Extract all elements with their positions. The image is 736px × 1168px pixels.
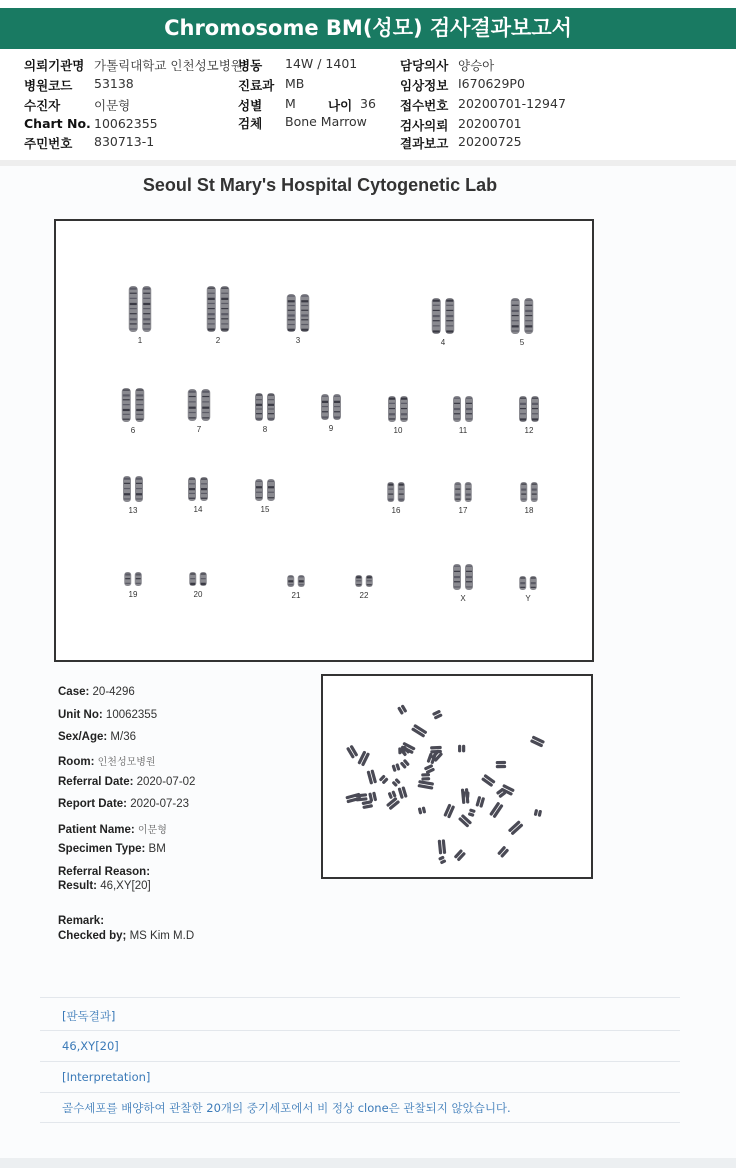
- age-label: 나이: [328, 98, 353, 113]
- interpretation-text: 골수세포를 배양하여 관찰한 20개의 중기세포에서 비 정상 clone은 관찰되지 않았습니다.: [62, 1101, 511, 1115]
- metaphase-chromosome: [458, 745, 465, 753]
- metaphase-chromosome: [443, 803, 455, 818]
- sex-label: 성별: [238, 98, 263, 113]
- chromosome-pair: [388, 396, 408, 422]
- clinical-label: 임상정보: [400, 78, 449, 93]
- chromosome-label: 10: [393, 426, 403, 435]
- metaphase-chromosome: [508, 820, 524, 835]
- chromosome-label: 20: [193, 590, 203, 599]
- chromosome-label: 5: [519, 338, 525, 347]
- report-date-row: [58, 798, 189, 810]
- metaphase-chromosome: [357, 750, 370, 766]
- metaphase-chromosome: [398, 786, 408, 799]
- chromosome-label: 9: [328, 424, 334, 433]
- chromosome-pair: [122, 388, 145, 422]
- metaphase-chromosome: [458, 814, 472, 828]
- metaphase-chromosome: [418, 806, 427, 814]
- chromosome-pair: [287, 575, 305, 587]
- divider: [40, 1122, 680, 1123]
- room-row: [58, 753, 156, 768]
- metaphase-chromosome: [497, 846, 509, 859]
- metaphase-chromosome: [475, 796, 485, 808]
- chromosome-pair: [123, 476, 143, 502]
- metaphase-chromosome: [397, 704, 407, 715]
- referral-reason-label: Referral Reason:: [58, 866, 151, 878]
- chromosome-label: 11: [458, 426, 468, 435]
- result-value: 46,XY[20]: [100, 880, 151, 892]
- interpretation-heading-en: [Interpretation]: [62, 1070, 151, 1084]
- checked-label: Checked by;: [58, 930, 127, 942]
- metaphase-chromosome: [391, 763, 400, 772]
- karyotype-result: 46,XY[20]: [62, 1039, 119, 1053]
- room-value: 인천성모병원: [97, 757, 156, 768]
- sex-value: M: [285, 96, 296, 111]
- karyotype-image: [56, 221, 592, 660]
- chromosome-pair: [188, 477, 208, 501]
- metaphase-chromosome: [534, 809, 542, 817]
- rrn-label: 주민번호: [24, 136, 73, 151]
- chart-value: 10062355: [94, 116, 158, 131]
- ward-value: 14W / 1401: [285, 56, 358, 71]
- unit-label: Unit No:: [58, 709, 103, 721]
- chromosome-pair: [189, 572, 207, 586]
- age-value: 36: [360, 96, 376, 111]
- checked-value: MS Kim M.D: [129, 930, 195, 942]
- lab-title: Seoul St Mary's Hospital Cytogenetic Lab: [142, 175, 498, 195]
- chromosome-label: X: [460, 594, 466, 603]
- specimen-type-row: [58, 843, 166, 855]
- report-date-label: Report Date:: [58, 798, 128, 810]
- doctor-value: 양승아: [458, 58, 495, 73]
- chromosome-pair: [255, 479, 275, 501]
- dept-label: 진료과: [238, 78, 275, 93]
- title-bar: [0, 0, 736, 60]
- metaphase-chromosome: [468, 808, 476, 817]
- chromosome-label: 1: [137, 336, 143, 345]
- metaphase-panel: [321, 674, 593, 879]
- req-inst-label: 의뢰기관명: [24, 58, 85, 73]
- patient-info: [0, 52, 736, 156]
- receipt-value: 20200701-12947: [458, 96, 566, 111]
- chromosome-pair: [207, 286, 230, 332]
- result-report-value: 20200725: [458, 134, 522, 149]
- unit-value: 10062355: [105, 709, 158, 721]
- referral-date-label: Referral Date:: [58, 776, 134, 788]
- metaphase-chromosome: [400, 759, 410, 769]
- divider: [40, 1061, 680, 1062]
- metaphase-chromosome: [438, 839, 447, 854]
- chromosome-label: 8: [262, 425, 268, 434]
- result-label: Result:: [58, 880, 97, 892]
- metaphase-chromosome: [489, 802, 504, 819]
- chromosome-label: 21: [291, 591, 301, 600]
- interpretation-heading-kr: [판독결과]: [62, 1009, 116, 1023]
- case-label: Case:: [58, 686, 90, 698]
- metaphase-chromosome: [367, 769, 378, 784]
- patient-value: 이문형: [94, 98, 131, 113]
- chromosome-pair: [432, 298, 455, 334]
- chromosome-label: 7: [196, 425, 202, 434]
- chromosome-label: 14: [193, 505, 203, 514]
- chromosome-pair: [355, 575, 373, 587]
- result-row: [58, 880, 151, 892]
- req-inst-value: 가톨릭대학교 인천성모병원: [94, 58, 243, 73]
- chromosome-pair: [520, 482, 538, 502]
- hosp-code-value: 53138: [94, 76, 134, 91]
- chromosome-label: 17: [458, 506, 468, 515]
- chromosome-label: 15: [260, 505, 270, 514]
- chromosome-label: 13: [128, 506, 138, 515]
- referral-date-row: [58, 776, 195, 788]
- clinical-value: I670629P0: [458, 76, 525, 91]
- receipt-label: 접수번호: [400, 98, 449, 113]
- chromosome-pair: [453, 564, 473, 590]
- chromosome-label: 16: [391, 506, 401, 515]
- metaphase-chromosome: [379, 774, 389, 784]
- unit-row: [58, 709, 157, 721]
- chromosome-pair: [511, 298, 534, 334]
- patient-name-row: [58, 821, 167, 836]
- patient-name-value: 이문형: [137, 825, 167, 836]
- chromosome-pair: [188, 389, 211, 421]
- specimen-type-value: BM: [148, 843, 166, 855]
- chromosome-label: 2: [215, 336, 221, 345]
- divider: [40, 1092, 680, 1093]
- test-req-value: 20200701: [458, 116, 522, 131]
- chart-label: Chart No.: [24, 116, 91, 131]
- specimen-label: 검체: [238, 116, 263, 131]
- chromosome-label: 6: [130, 426, 136, 435]
- metaphase-chromosome: [345, 793, 361, 804]
- remark-label: Remark:: [58, 915, 105, 927]
- metaphase-chromosome: [386, 797, 400, 811]
- chromosome-pair: [255, 393, 275, 421]
- report-date-value: 2020-07-23: [130, 798, 190, 810]
- chromosome-pair: [453, 396, 473, 422]
- metaphase-chromosome: [432, 710, 443, 720]
- divider: [40, 1030, 680, 1031]
- chromosome-label: 22: [359, 591, 369, 600]
- chromosome-label: 19: [128, 590, 138, 599]
- metaphase-chromosome: [417, 780, 434, 790]
- patient-name-label: Patient Name:: [58, 824, 135, 836]
- karyotype-panel: [54, 219, 594, 662]
- room-label: Room:: [58, 756, 95, 768]
- bottom-bar: [0, 1158, 736, 1168]
- chromosome-pair: [519, 576, 537, 590]
- report-title: Chromosome BM(성모) 검사결과보고서: [0, 8, 736, 49]
- chromosome-label: 12: [524, 426, 534, 435]
- chromosome-label: 18: [524, 506, 534, 515]
- chromosome-label: 4: [440, 338, 446, 347]
- chromosome-label: 3: [295, 336, 301, 345]
- test-req-label: 검사의뢰: [400, 118, 449, 133]
- specimen-value: Bone Marrow: [285, 114, 367, 129]
- metaphase-chromosome: [430, 746, 442, 754]
- metaphase-chromosome: [530, 735, 545, 747]
- result-report-label: 결과보고: [400, 136, 449, 151]
- metaphase-image: [323, 676, 591, 877]
- metaphase-chromosome: [424, 764, 435, 774]
- divider: [40, 997, 680, 998]
- hosp-code-label: 병원코드: [24, 78, 73, 93]
- metaphase-chromosome: [481, 774, 496, 787]
- sexage-row: [58, 731, 136, 743]
- case-row: [58, 686, 135, 698]
- doctor-label: 담당의사: [400, 58, 449, 73]
- metaphase-chromosome: [438, 855, 447, 864]
- referral-reason-row: [58, 866, 150, 878]
- ward-label: 병동: [238, 58, 263, 73]
- sexage-value: M/36: [110, 731, 136, 743]
- checked-row: [58, 930, 194, 942]
- sexage-label: Sex/Age:: [58, 731, 108, 743]
- chromosome-pair: [129, 286, 152, 332]
- metaphase-chromosome: [392, 778, 401, 787]
- chromosome-pair: [387, 482, 405, 502]
- chromosome-pair: [287, 294, 310, 332]
- chromosome-label: Y: [525, 594, 531, 603]
- case-value: 20-4296: [92, 686, 135, 698]
- metaphase-chromosome: [496, 761, 506, 768]
- dept-value: MB: [285, 76, 305, 91]
- metaphase-chromosome: [454, 849, 467, 862]
- rrn-value: 830713-1: [94, 134, 155, 149]
- specimen-type-label: Specimen Type:: [58, 843, 146, 855]
- chromosome-pair: [519, 396, 539, 422]
- chromosome-pair: [321, 394, 341, 420]
- metaphase-chromosome: [411, 724, 428, 738]
- remark-row: [58, 915, 104, 927]
- chromosome-pair: [454, 482, 472, 502]
- chromosome-pair: [124, 572, 142, 586]
- referral-date-value: 2020-07-02: [136, 776, 196, 788]
- patient-label: 수진자: [24, 98, 61, 113]
- metaphase-chromosome: [421, 773, 430, 781]
- metaphase-chromosome: [346, 745, 358, 759]
